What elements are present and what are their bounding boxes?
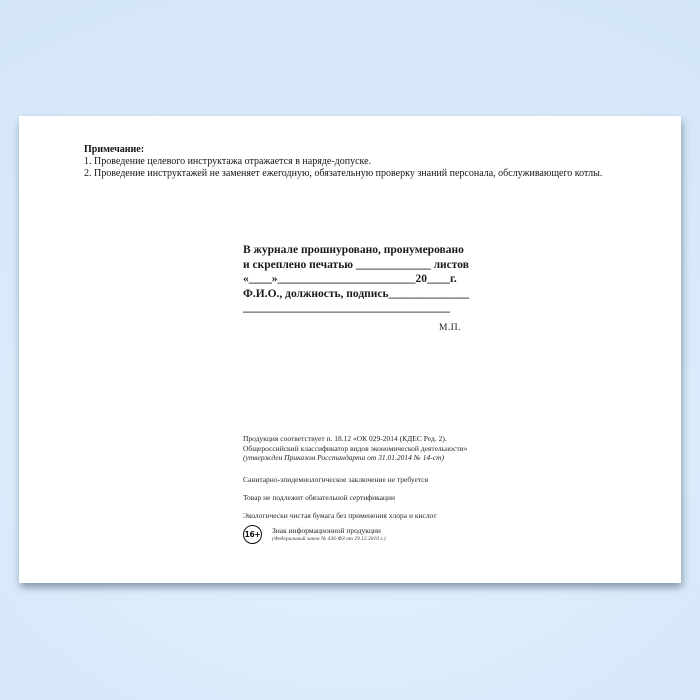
age-rating-row <box>243 525 386 544</box>
note-item: 2. Проведение инструктажей не заменяет ежегодную, обязательную проверку знаний персонала, обслуживающего котлы. <box>84 168 603 179</box>
stamp-line: и скреплено печатью _____________ листов <box>243 258 469 271</box>
binding-stamp-block <box>243 243 470 335</box>
imprint-compliance-block <box>243 434 467 463</box>
stamp-line-signature-rule: ____________________________________ <box>243 302 450 314</box>
note-block <box>84 144 602 180</box>
age-rating-law: (Федеральный закон № 436-ФЗ от 29.12.2010 г.) <box>272 536 386 542</box>
age-rating-value: 16+ <box>244 530 261 539</box>
imprint-statement: Санитарно-эпидемиологическое заключение не требуется <box>243 475 429 484</box>
imprint-compliance-note: (утвержден Приказом Росстандарта от 31.01.2014 № 14-ст) <box>243 453 444 462</box>
note-item: 1. Проведение целевого инструктажа отражается в наряде-допуске. <box>84 156 372 167</box>
imprint-statement: Товар не подлежит обязательной сертификации <box>243 493 395 502</box>
imprint-statement: Экологически чистая бумага без применения хлора и кислот <box>243 511 437 520</box>
imprint-compliance-line: Продукция соответствует п. 18.12 «ОК 029-2014 (КДЕС Ред. 2). <box>243 434 447 443</box>
imprint-compliance-line: Общероссийский классификатор видов экономической деятельности» <box>243 443 468 453</box>
document-page <box>19 116 681 583</box>
note-title: Примечание: <box>84 144 145 155</box>
seal-mark: М.П. <box>438 322 461 333</box>
stamp-line: «____»________________________20____г. <box>243 273 457 285</box>
age-rating-label: Знак информационной продукции <box>272 526 381 535</box>
age-rating-texts <box>272 525 386 543</box>
age-rating-icon <box>243 525 262 544</box>
stamp-line: Ф.И.О., должность, подпись______________ <box>243 287 470 300</box>
stamp-line: В журнале прошнуровано, пронумеровано <box>243 244 464 256</box>
